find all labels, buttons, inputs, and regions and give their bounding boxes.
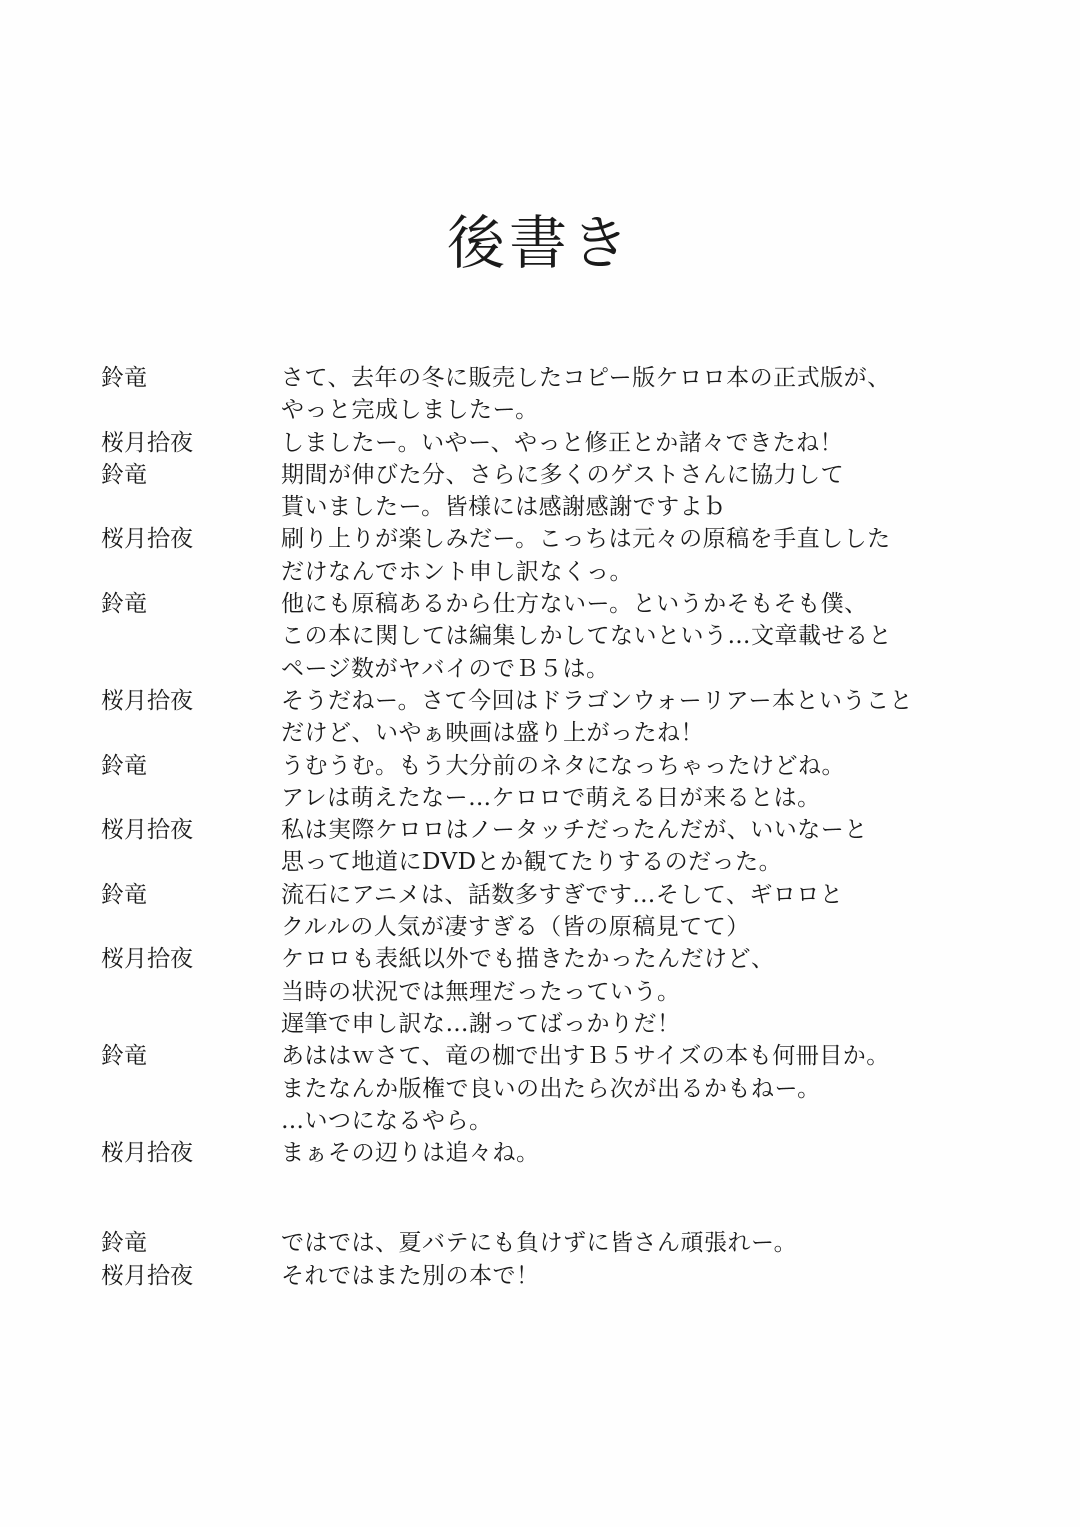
speaker-name: 桜月拾夜: [101, 1140, 193, 1167]
dialogue-line: 遅筆で申し訳な…謝ってばっかりだ！: [281, 1010, 681, 1037]
dialogue: [101, 362, 1061, 1292]
dialogue-text: [281, 427, 1061, 459]
dialogue-line: 思って地道にDVDとか観てたりするのだった。: [281, 849, 783, 876]
dialogue-entry: [101, 1137, 1061, 1169]
dialogue-entry: [101, 459, 1061, 524]
dialogue-line: だけなんでホント申し訳なくっ。: [281, 558, 634, 585]
dialogue-text: [281, 750, 1061, 815]
speaker-name: 鈴竜: [101, 1230, 147, 1257]
dialogue-line: しましたー。いやー、やっと修正とか諸々できたね！: [281, 429, 844, 456]
speaker-name: 鈴竜: [101, 365, 147, 391]
dialogue-line: さて、去年の冬に販売したコピー版ケロロ本の正式版が、: [281, 365, 891, 391]
dialogue-line: 貰いましたー。皆様には感謝感謝ですよｂ: [281, 494, 727, 521]
dialogue-entry: [101, 427, 1061, 459]
dialogue-line: 刷り上りが楽しみだー。こっちは元々の原稿を手直しした: [281, 526, 891, 553]
dialogue-line: 流石にアニメは、話数多すぎです…そして、ギロロと: [281, 881, 844, 908]
dialogue-text: [281, 1260, 1061, 1292]
speaker-name: 鈴竜: [101, 461, 147, 488]
dialogue-text: [281, 1227, 1061, 1259]
dialogue-entry: [101, 523, 1061, 588]
dialogue-text: [281, 523, 1061, 588]
dialogue-line: うむうむ。もう大分前のネタになっちゃったけどね。: [281, 752, 845, 779]
dialogue-entry: [101, 814, 1061, 879]
dialogue-entry: [101, 1227, 1061, 1259]
dialogue-line: クルルの人気が凄すぎる（皆の原稿見てて）: [281, 914, 750, 941]
dialogue-entry: [101, 750, 1061, 815]
dialogue-line: ページ数がヤバイのでＢ５は。: [281, 655, 610, 682]
dialogue-entry: [101, 879, 1061, 944]
dialogue-entry: [101, 1040, 1061, 1137]
dialogue-entry: [101, 362, 1061, 427]
dialogue-entry: [101, 685, 1061, 750]
dialogue-line: そうだねー。さて今回はドラゴンウォーリアー本ということ: [281, 687, 913, 714]
dialogue-entry: [101, 943, 1061, 1040]
dialogue-line: 私は実際ケロロはノータッチだったんだが、いいなーと: [281, 817, 868, 844]
dialogue-text: [281, 685, 1061, 750]
dialogue-text: [281, 459, 1061, 524]
dialogue-line: あははｗさて、竜の枷で出すＢ５サイズの本も何冊目か。: [281, 1043, 890, 1070]
dialogue-text: [281, 814, 1061, 879]
dialogue-text: [281, 879, 1061, 944]
speaker-name: 桜月拾夜: [101, 817, 193, 844]
dialogue-text: [281, 1040, 1061, 1137]
dialogue-entry: [101, 1260, 1061, 1292]
speaker-name: 桜月拾夜: [101, 687, 193, 714]
dialogue-line: 期間が伸びた分、さらに多くのゲストさんに協力して: [281, 461, 845, 488]
speaker-name: 鈴竜: [101, 881, 147, 908]
dialogue-line: アレは萌えたなー…ケロロで萌える日が来るとは。: [281, 784, 821, 811]
speaker-name: 桜月拾夜: [101, 1262, 193, 1289]
speaker-name: 桜月拾夜: [101, 526, 193, 553]
dialogue-line: ではでは、夏バテにも負けずに皆さん頑張れー。: [281, 1230, 798, 1257]
dialogue-text: [281, 1137, 1061, 1169]
dialogue-line: またなんか版権で良いの出たら次が出るかもねー。: [281, 1075, 821, 1102]
dialogue-line: だけど、いやぁ映画は盛り上がったね！: [281, 720, 704, 747]
page-title: 後書き: [446, 209, 633, 277]
dialogue-text: [281, 362, 1061, 427]
dialogue-text: [281, 943, 1061, 1040]
speaker-name: 鈴竜: [101, 1043, 147, 1070]
dialogue-line: それではまた別の本で！: [281, 1262, 540, 1289]
dialogue-line: まぁその辺りは追々ね。: [281, 1140, 540, 1167]
speaker-name: 桜月拾夜: [101, 946, 193, 973]
speaker-name: 桜月拾夜: [101, 429, 193, 456]
speaker-name: 鈴竜: [101, 752, 147, 779]
dialogue-line: この本に関しては編集しかしてないという…文章載せると: [281, 623, 892, 650]
dialogue-text: [281, 588, 1061, 685]
speaker-name: 鈴竜: [101, 591, 147, 618]
dialogue-line: …いつになるやら。: [281, 1107, 493, 1134]
section-gap: [101, 1169, 1061, 1227]
dialogue-line: 当時の状況では無理だったっていう。: [281, 978, 681, 1005]
dialogue-line: 他にも原稿あるから仕方ないー。というかそもそも僕、: [281, 591, 868, 618]
dialogue-line: やっと完成しましたー。: [281, 397, 539, 424]
dialogue-entry: [101, 588, 1061, 685]
dialogue-line: ケロロも表紙以外でも描きたかったんだけど、: [281, 946, 775, 973]
